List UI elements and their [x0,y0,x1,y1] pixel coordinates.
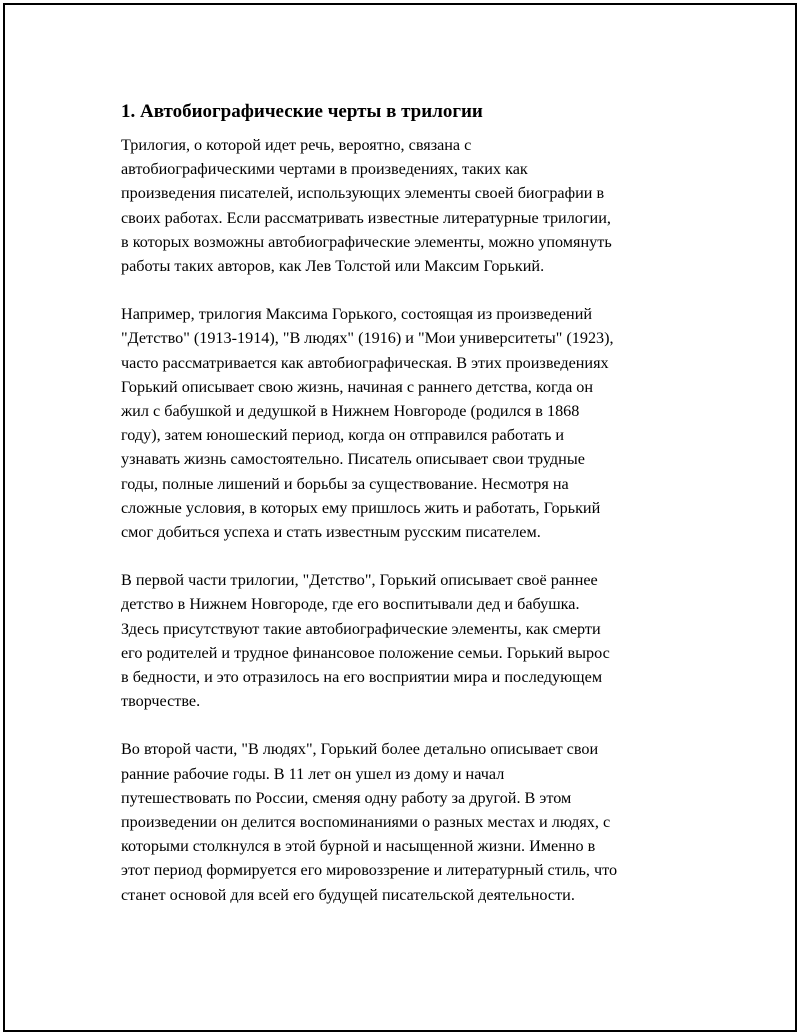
text-line: в которых возможны автобиографические элементы, можно упомянуть [121,232,612,251]
text-line: Горький описывает свою жизнь, начиная с раннего детства, когда он [121,377,594,396]
paragraph-in-the-world [121,737,693,906]
text-line: Во второй части, "В людях", Горький более детально описывает свои [121,740,599,759]
paragraph-gorky-trilogy [121,302,693,544]
text-line: Здесь присутствуют такие автобиографические элементы, как смерти [121,619,601,638]
text-line: станет основой для всей его будущей писательской деятельности. [121,885,575,904]
text-line: которыми столкнулся в этой бурной и насыщенной жизни. Именно в [121,837,596,856]
text-line: смог добиться успеха и стать известным русским писателем. [121,523,541,542]
paragraph-intro [121,133,693,278]
text-line: путешествовать по России, сменяя одну работу за другой. В этом [121,788,572,807]
text-line: произведения писателей, использующих элементы своей биографии в [121,184,605,203]
text-line: Например, трилогия Максима Горького, состоящая из произведений [121,305,593,324]
text-line: ранние рабочие годы. В 11 лет он ушел из дому и начал [121,764,505,783]
page-border [3,3,797,1032]
text-line: этот период формируется его мировоззрение и литературный стиль, что [121,861,618,880]
text-line: работы таких авторов, как Лев Толстой или Максим Горький. [121,257,545,276]
text-line: в бедности, и это отразилось на его восприятии мира и последующем [121,668,603,687]
text-line: детство в Нижнем Новгороде, где его воспитывали дед и бабушка. [121,595,580,614]
text-line: "Детство" (1913-1914), "В людях" (1916) и "Мои университеты" (1923), [121,329,614,348]
text-line: Трилогия, о которой идет речь, вероятно, связана с [121,136,472,154]
text-line: В первой части трилогии, "Детство", Горький описывает своё раннее [121,571,598,590]
text-line: своих работах. Если рассматривать известные литературные трилогии, [121,208,611,227]
text-line: жил с бабушкой и дедушкой в Нижнем Новгороде (родился в 1868 [121,402,580,421]
text-line: произведении он делится воспоминаниями о разных местах и людях, с [121,813,611,832]
document-body [121,100,693,931]
text-line: сложные условия, в которых ему пришлось жить и работать, Горький [121,498,601,517]
text-line: узнавать жизнь самостоятельно. Писатель описывает свои трудные [121,450,585,469]
text-line: году), затем юношеский период, когда он отправился работать и [121,426,565,445]
text-line: автобиографическими чертами в произведениях, таких как [121,160,528,179]
text-line: творчестве. [121,692,201,711]
text-line: его родителей и трудное финансовое положение семьи. Горький вырос [121,643,610,662]
text-line: часто рассматривается как автобиографическая. В этих произведениях [121,353,609,372]
paragraph-childhood [121,568,693,713]
text-line: годы, полные лишений и борьбы за существование. Несмотря на [121,474,569,493]
section-title: 1. Автобиографические черты в трилогии [121,101,483,122]
